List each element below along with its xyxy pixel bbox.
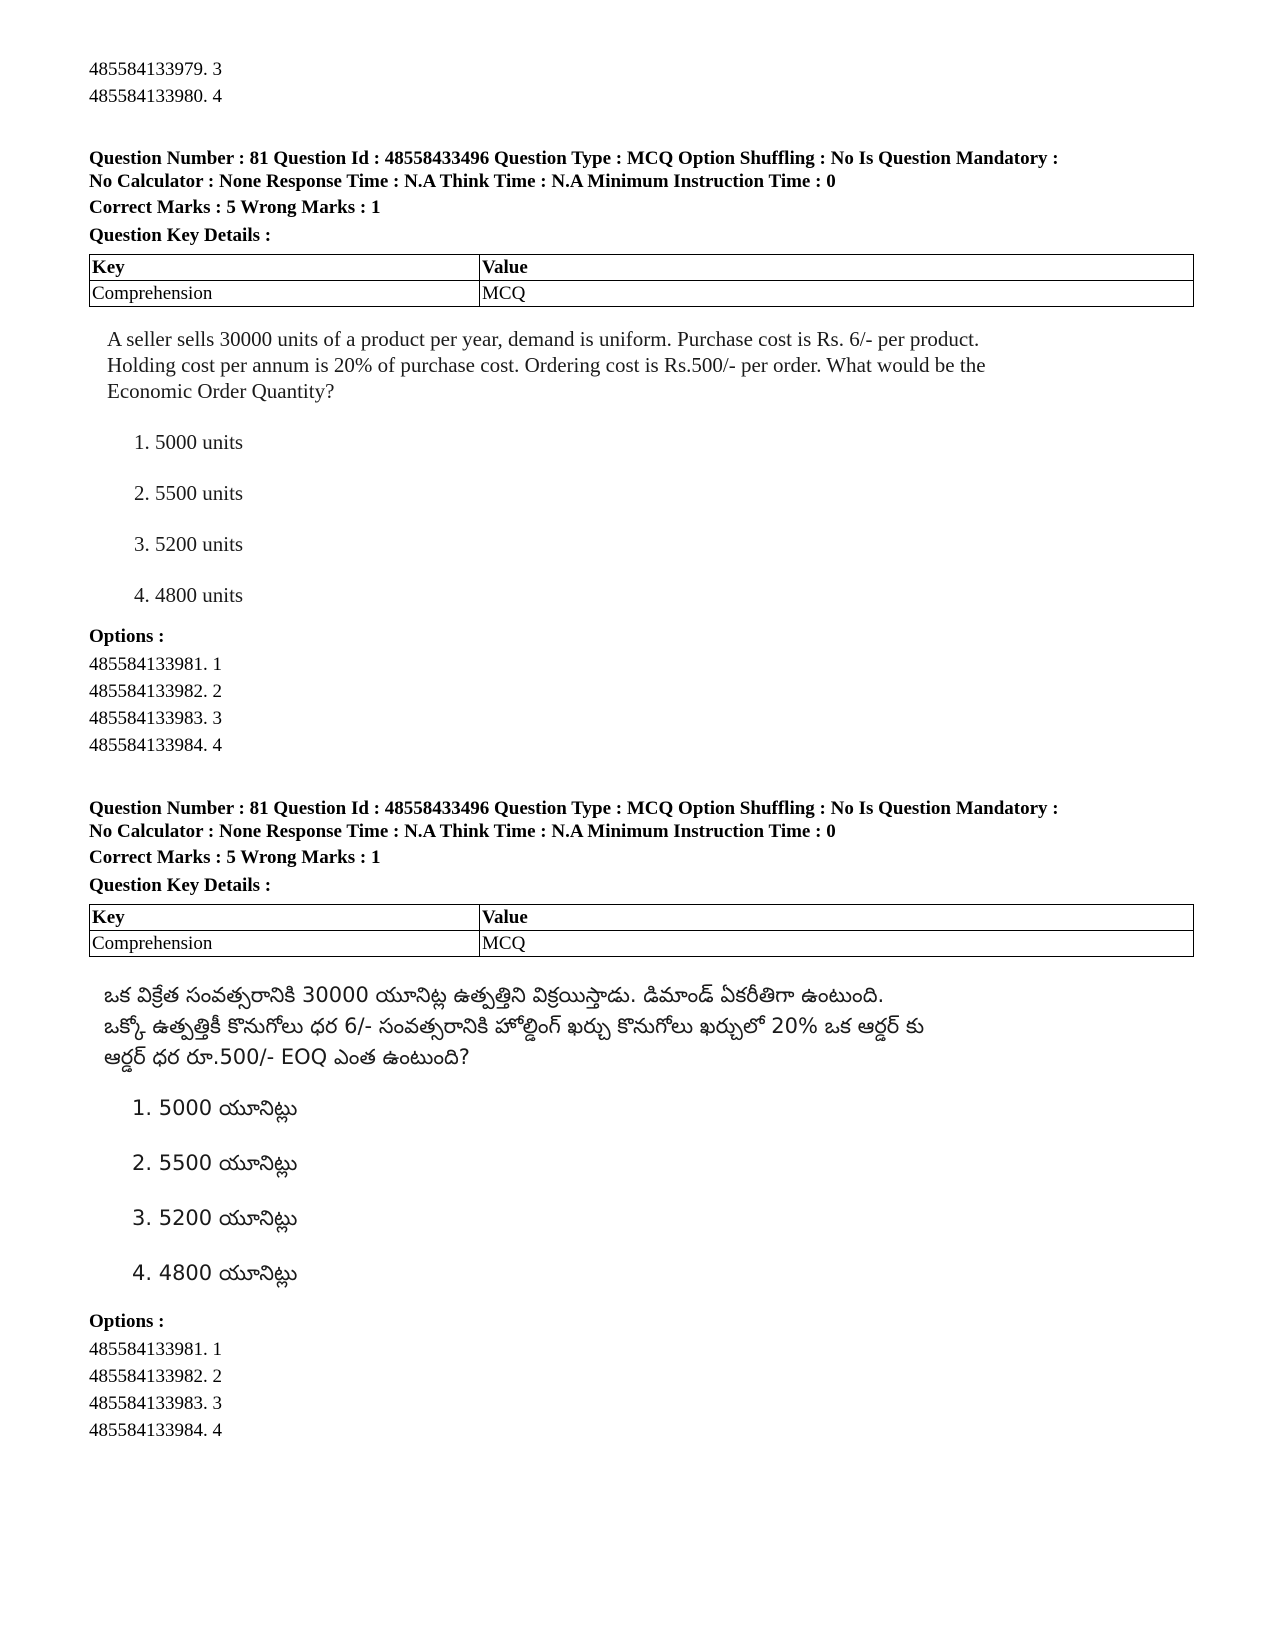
answer-choice: 2. 5500 units	[134, 481, 244, 505]
table-cell: MCQ	[480, 281, 1194, 307]
table-cell: Comprehension	[90, 281, 480, 307]
table-header-row	[90, 255, 1194, 281]
question-text-line: ఒక విక్రేత సంవత్సరానికి 30000 యూనిట్ల ఉత్పత్తిని విక్రయిస్తాడు. డిమాండ్ ఏకరీతిగా ఉంటుంది.	[104, 983, 885, 1007]
answer-choice: 4. 4800 units	[134, 583, 244, 607]
options-label: Options :	[89, 1311, 165, 1332]
options-label: Options :	[89, 626, 165, 647]
answer-choice: 3. 5200 units	[134, 532, 244, 556]
key-details-table	[89, 904, 1194, 957]
option-line: 485584133981. 1	[89, 654, 222, 675]
option-line: 485584133984. 4	[89, 1420, 222, 1441]
option-line: 485584133982. 2	[89, 681, 222, 702]
table-row	[90, 931, 1194, 957]
question-meta-line-2: No Calculator : None Response Time : N.A Think Time : N.A Minimum Instruction Time : 0	[89, 821, 836, 842]
marks-line: Correct Marks : 5 Wrong Marks : 1	[89, 197, 381, 218]
answer-choice: 3. 5200 యూనిట్లు	[132, 1206, 298, 1230]
table-header-cell: Value	[480, 905, 1194, 931]
answer-choice: 4. 4800 యూనిట్లు	[132, 1261, 298, 1285]
key-details-label: Question Key Details :	[89, 875, 272, 896]
question-text-line: ఒక్కో ఉత్పత్తికీ కొనుగోలు ధర 6/- సంవత్సరానికి హోల్డింగ్ ఖర్చు కొనుగోలు ఖర్చులో 20% ఒక ఆర్డర్ కు	[104, 1014, 925, 1038]
question-text-line: A seller sells 30000 units of a product per year, demand is uniform. Purchase cost is Rs. 6/- per product.	[107, 327, 980, 351]
table-cell: Comprehension	[90, 931, 480, 957]
table-header-cell: Key	[90, 255, 480, 281]
question-meta-line-2: No Calculator : None Response Time : N.A Think Time : N.A Minimum Instruction Time : 0	[89, 171, 836, 192]
option-line: 485584133983. 3	[89, 1393, 222, 1414]
table-header-cell: Key	[90, 905, 480, 931]
table-header-cell: Value	[480, 255, 1194, 281]
marks-line: Correct Marks : 5 Wrong Marks : 1	[89, 847, 381, 868]
table-cell: MCQ	[480, 931, 1194, 957]
option-line: 485584133981. 1	[89, 1339, 222, 1360]
table-row	[90, 281, 1194, 307]
answer-choice: 1. 5000 యూనిట్లు	[132, 1096, 298, 1120]
table-header-row	[90, 905, 1194, 931]
option-line: 485584133984. 4	[89, 735, 222, 756]
question-text-line: Holding cost per annum is 20% of purchase cost. Ordering cost is Rs.500/- per order. What would be the	[107, 353, 986, 377]
option-line: 485584133982. 2	[89, 1366, 222, 1387]
option-line: 485584133979. 3	[89, 59, 222, 80]
question-meta-line-1: Question Number : 81 Question Id : 48558433496 Question Type : MCQ Option Shuffling : No Is Question Mandatory :	[89, 148, 1059, 169]
option-line: 485584133983. 3	[89, 708, 222, 729]
question-text-line: ఆర్డర్ ధర రూ.500/- EOQ ఎంత ఉంటుంది?	[104, 1045, 470, 1069]
question-text-line: Economic Order Quantity?	[107, 379, 335, 403]
answer-choice: 1. 5000 units	[134, 430, 244, 454]
key-details-table	[89, 254, 1194, 307]
option-line: 485584133980. 4	[89, 86, 222, 107]
question-meta-line-1: Question Number : 81 Question Id : 48558433496 Question Type : MCQ Option Shuffling : No Is Question Mandatory :	[89, 798, 1059, 819]
key-details-label: Question Key Details :	[89, 225, 272, 246]
answer-choice: 2. 5500 యూనిట్లు	[132, 1151, 298, 1175]
